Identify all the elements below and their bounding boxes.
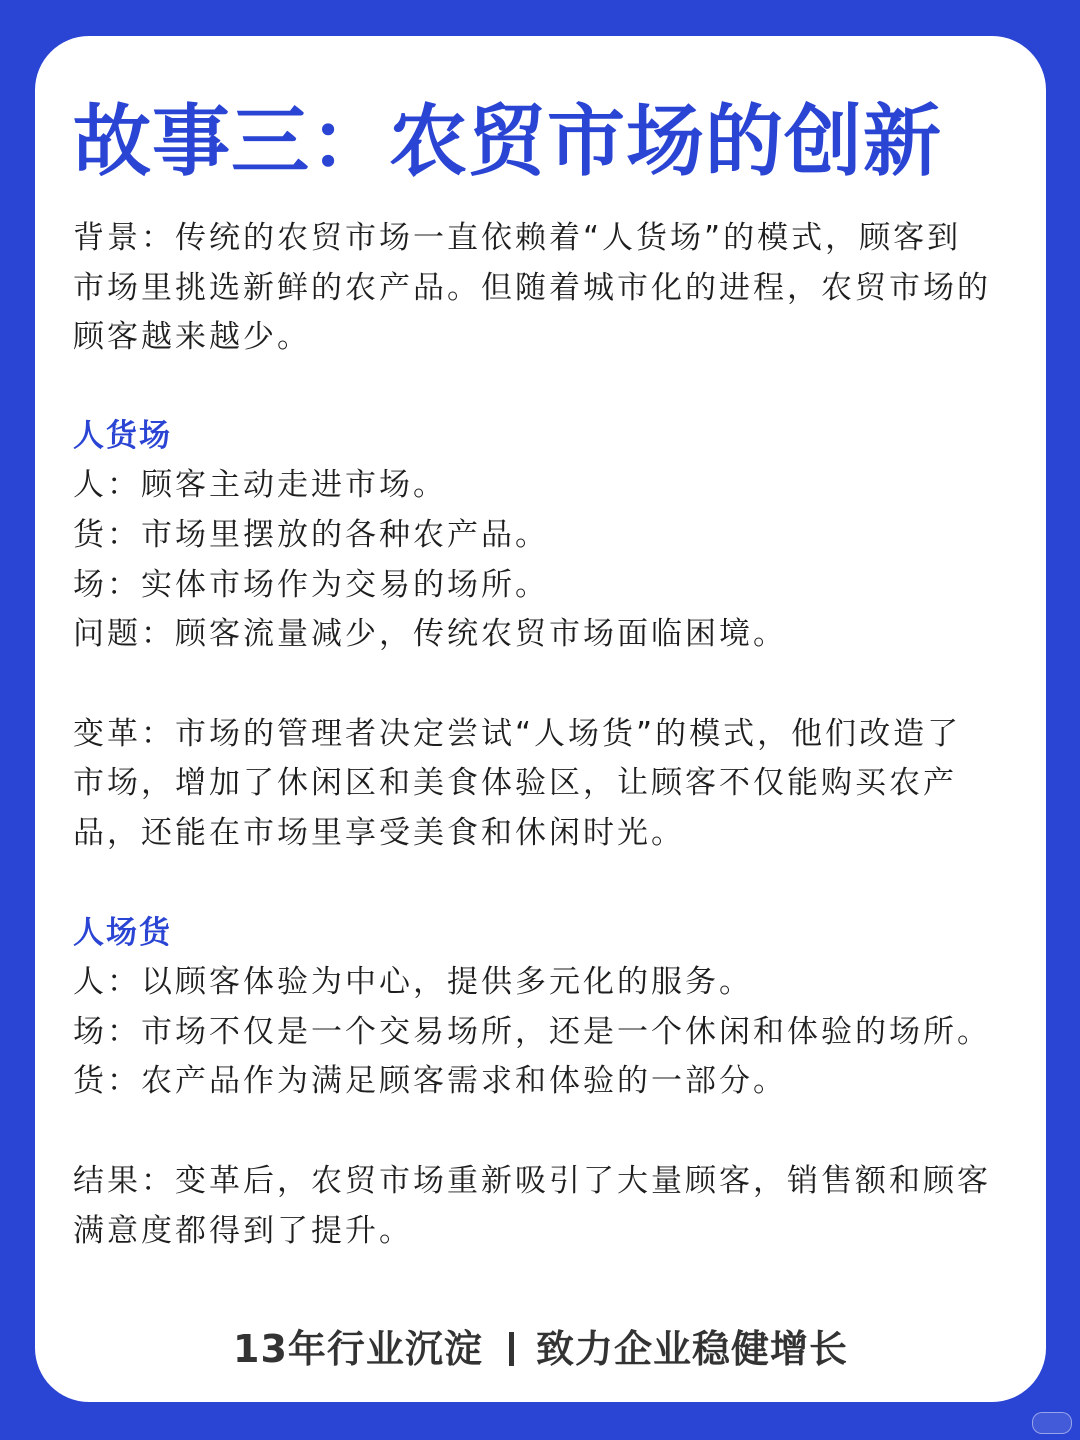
section1-line: 场：实体市场作为交易的场所。 (73, 566, 549, 603)
footer-divider (509, 1332, 514, 1366)
result-line: 结果：变革后，农贸市场重新吸引了大量顾客，销售额和顾客 (73, 1162, 991, 1199)
footer-slogan (35, 1322, 1046, 1376)
section1-line: 问题：顾客流量减少，传统农贸市场面临困境。 (73, 616, 787, 653)
section-heading-renchanghuo: 人场货 (73, 914, 172, 951)
spacer (73, 363, 1023, 412)
spacer (73, 660, 1023, 710)
change-line: 品，还能在市场里享受美食和休闲时光。 (73, 814, 685, 851)
section2-line: 场：市场不仅是一个交易场所，还是一个休闲和体验的场所。 (73, 1013, 991, 1050)
background-line: 市场里挑选新鲜的农产品。但随着城市化的进程，农贸市场的 (73, 269, 991, 306)
change-line: 市场，增加了休闲区和美食体验区，让顾客不仅能购买农产 (73, 765, 957, 802)
spacer (73, 1107, 1023, 1157)
page-title: 故事三：农贸市场的创新 (73, 97, 943, 187)
section-heading-renhuochang: 人货场 (73, 417, 172, 454)
background-line: 背景：传统的农贸市场一直依赖着“人货场”的模式，顾客到 (73, 220, 962, 256)
watermark-logo-icon (1032, 1412, 1072, 1434)
section1-line: 货：市场里摆放的各种农产品。 (73, 516, 549, 553)
section2-line: 货：农产品作为满足顾客需求和体验的一部分。 (73, 1063, 787, 1100)
result-line: 满意度都得到了提升。 (73, 1212, 413, 1249)
section2-line: 人：以顾客体验为中心，提供多元化的服务。 (73, 964, 753, 1001)
change-line: 变革：市场的管理者决定尝试“人场货”的模式，他们改造了 (73, 715, 962, 752)
footer-slogan-right: 致力企业稳健增长 (535, 1327, 848, 1371)
article-body (73, 214, 1023, 1256)
background-line: 顾客越来越少。 (73, 319, 311, 356)
content-card (35, 36, 1046, 1402)
footer-slogan-left: 13年行业沉淀 (233, 1327, 483, 1371)
section1-line: 人：顾客主动走进市场。 (73, 467, 447, 504)
spacer (73, 859, 1023, 909)
